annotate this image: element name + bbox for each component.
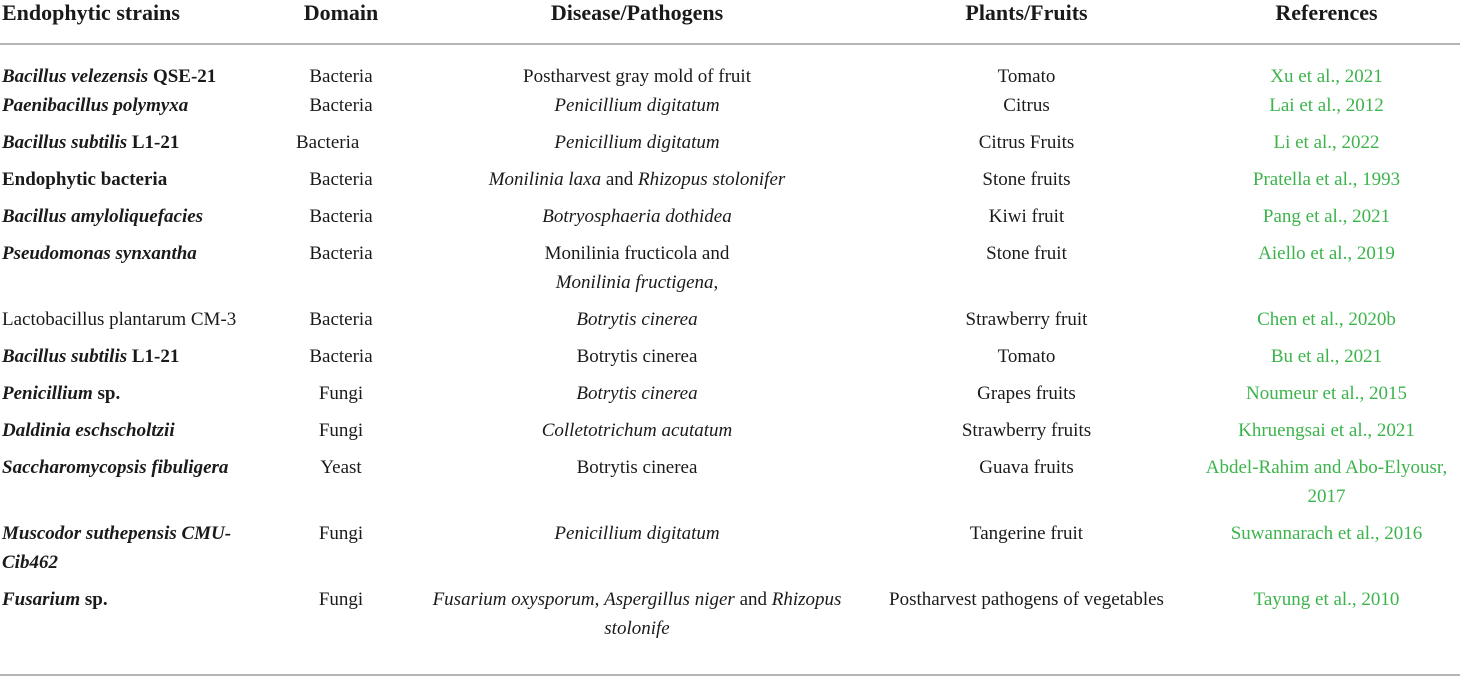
table-row [0, 453, 1460, 519]
cell-plant-fruit: Stone fruits [982, 169, 1071, 190]
cell-endophytic-strain [0, 379, 268, 416]
cell-disease-pathogen [414, 128, 860, 165]
cell-domain: Bacteria [309, 169, 373, 190]
cell-plant-fruit: Citrus [1003, 95, 1050, 116]
cell-plant-fruit: Tomato [997, 66, 1056, 87]
cell-endophytic-strain [0, 342, 268, 379]
reference-link[interactable]: Bu et al., 2021 [1270, 346, 1383, 367]
cell-disease-pathogen [414, 44, 860, 91]
cell-disease-pathogen-text: Penicillium digitatum [554, 132, 720, 153]
cell-plant-fruit: Citrus Fruits [978, 132, 1075, 153]
cell-endophytic-strain [0, 44, 268, 91]
cell-disease-pathogen-text: Colletotrichum acutatum [541, 420, 733, 441]
table-row [0, 44, 1460, 91]
table-row [0, 585, 1460, 651]
cell-disease-pathogen-text: and [734, 589, 772, 610]
cell-endophytic-strain-text: L1-21 [127, 346, 180, 367]
table-row [0, 165, 1460, 202]
header-endophytic-strains: Endophytic strains [2, 0, 180, 25]
cell-endophytic-strain-text: Muscodor suthepensis CMU-Cib462 [2, 523, 232, 573]
reference-link[interactable]: Aiello et al., 2019 [1258, 243, 1395, 264]
cell-disease-pathogen [414, 165, 860, 202]
reference-link[interactable]: Noumeur et al., 2015 [1246, 383, 1407, 404]
cell-disease-pathogen-text: , [713, 272, 719, 293]
cell-endophytic-strain-text: QSE-21 [148, 66, 217, 87]
cell-disease-pathogen-text: Botrytis cinerea [576, 457, 698, 478]
cell-disease-pathogen-text: Monilinia fructigena [555, 272, 714, 293]
cell-plant-fruit: Strawberry fruits [961, 420, 1092, 441]
table-row [0, 202, 1460, 239]
cell-endophytic-strain-text: Bacillus amyloliquefacies [2, 206, 204, 227]
cell-plant-fruit: Guava fruits [979, 457, 1074, 478]
cell-endophytic-strain-text: Bacillus subtilis [2, 132, 128, 153]
table-header-row [0, 0, 1460, 44]
cell-endophytic-strain [0, 165, 268, 202]
header-disease-pathogens: Disease/Pathogens [550, 0, 724, 25]
table-row [0, 91, 1460, 128]
reference-link[interactable]: Li et al., 2022 [1273, 132, 1380, 153]
cell-endophytic-strain-text: Bacillus velezensis [2, 66, 149, 87]
table-row [0, 379, 1460, 416]
cell-disease-pathogen [414, 453, 860, 519]
cell-domain: Bacteria [309, 95, 373, 116]
table-row [0, 239, 1460, 305]
cell-endophytic-strain [0, 453, 268, 519]
cell-domain: Fungi [318, 420, 364, 441]
header-plants-fruits: Plants/Fruits [965, 0, 1088, 25]
cell-disease-pathogen [414, 379, 860, 416]
cell-endophytic-strain [0, 305, 268, 342]
cell-disease-pathogen-text: Rhizopus stolonife [604, 589, 842, 639]
cell-domain: Yeast [320, 457, 362, 478]
cell-domain: Fungi [318, 589, 364, 610]
cell-disease-pathogen-text: Penicillium digitatum [554, 523, 720, 544]
cell-disease-pathogen-text: Botrytis cinerea [576, 346, 698, 367]
cell-plant-fruit: Postharvest pathogens of vegetables [889, 589, 1164, 610]
table-row [0, 416, 1460, 453]
cell-endophytic-strain-text: sp. [92, 383, 121, 404]
cell-disease-pathogen [414, 202, 860, 239]
cell-endophytic-strain-text: L1-21 [127, 132, 180, 153]
header-domain: Domain [303, 0, 379, 25]
table-row [0, 519, 1460, 585]
cell-domain: Bacteria [309, 243, 373, 264]
cell-disease-pathogen [414, 305, 860, 342]
cell-endophytic-strain [0, 128, 268, 165]
table-row [0, 128, 1460, 165]
cell-disease-pathogen-text: Monilinia fructicola and [544, 243, 730, 264]
reference-link[interactable]: Khruengsai et al., 2021 [1238, 420, 1415, 441]
cell-endophytic-strain [0, 239, 268, 305]
table-row [0, 342, 1460, 379]
cell-disease-pathogen-text: Postharvest gray mold of fruit [523, 66, 751, 87]
cell-plant-fruit: Kiwi fruit [988, 206, 1065, 227]
cell-endophytic-strain [0, 416, 268, 453]
cell-disease-pathogen-text: Fusarium oxysporum [432, 589, 595, 610]
cell-domain: Bacteria [309, 206, 373, 227]
cell-endophytic-strain-text: Saccharomycopsis fibuligera [2, 457, 229, 478]
cell-endophytic-strain-text: Endophytic bacteria [2, 169, 168, 190]
cell-endophytic-strain-text: Paenibacillus polymyxa [2, 95, 189, 116]
cell-disease-pathogen-text: Botryosphaeria dothidea [542, 206, 732, 227]
cell-disease-pathogen [414, 239, 860, 305]
cell-disease-pathogen-text: Rhizopus stolonifer [638, 169, 786, 190]
reference-link[interactable]: Pang et al., 2021 [1262, 206, 1391, 227]
cell-endophytic-strain [0, 91, 268, 128]
cell-disease-pathogen-text: and [601, 169, 639, 190]
cell-endophytic-strain-text: Lactobacillus plantarum CM-3 [2, 309, 237, 330]
cell-endophytic-strain-text: Fusarium [2, 589, 81, 610]
table-body [0, 44, 1460, 651]
reference-link[interactable]: Chen et al., 2020b [1257, 309, 1396, 330]
cell-plant-fruit: Strawberry fruit [965, 309, 1088, 330]
cell-plant-fruit: Tangerine fruit [969, 523, 1084, 544]
cell-endophytic-strain-text: sp. [80, 589, 108, 610]
reference-link[interactable]: Abdel-Rahim and Abo-Elyousr, 2017 [1205, 457, 1448, 507]
cell-domain: Fungi [318, 383, 364, 404]
cell-domain: Fungi [318, 523, 364, 544]
reference-link[interactable]: Lai et al., 2012 [1269, 95, 1384, 116]
cell-endophytic-strain-text: Bacillus subtilis [2, 346, 128, 367]
reference-link[interactable]: Suwannarach et al., 2016 [1230, 523, 1423, 544]
cell-domain: Bacteria [309, 309, 373, 330]
cell-disease-pathogen-text: Botrytis cinerea [576, 383, 698, 404]
cell-disease-pathogen [414, 416, 860, 453]
cell-plant-fruit: Grapes fruits [977, 383, 1076, 404]
cell-disease-pathogen [414, 585, 860, 651]
table-row [0, 305, 1460, 342]
cell-domain: Bacteria [309, 66, 373, 87]
cell-disease-pathogen-text: , [594, 589, 605, 610]
reference-link[interactable]: Xu et al., 2021 [1270, 66, 1383, 87]
cell-endophytic-strain [0, 519, 268, 585]
cell-endophytic-strain [0, 585, 268, 651]
cell-disease-pathogen [414, 519, 860, 585]
cell-endophytic-strain-text: Pseudomonas synxantha [2, 243, 197, 264]
cell-endophytic-strain-text: Penicillium [2, 383, 93, 404]
cell-disease-pathogen [414, 91, 860, 128]
cell-disease-pathogen-text: Penicillium digitatum [554, 95, 720, 116]
cell-domain: Bacteria [296, 132, 360, 153]
cell-disease-pathogen-text: Botrytis cinerea [576, 309, 698, 330]
cell-plant-fruit: Stone fruit [986, 243, 1067, 264]
cell-disease-pathogen-text: Monilinia laxa [488, 169, 602, 190]
cell-domain: Bacteria [309, 346, 373, 367]
header-references: References [1275, 0, 1378, 25]
cell-disease-pathogen-text: Aspergillus niger [604, 589, 735, 610]
cell-disease-pathogen [414, 342, 860, 379]
reference-link[interactable]: Pratella et al., 1993 [1252, 169, 1401, 190]
cell-plant-fruit: Tomato [997, 346, 1056, 367]
reference-link[interactable]: Tayung et al., 2010 [1253, 589, 1400, 610]
cell-endophytic-strain [0, 202, 268, 239]
cell-endophytic-strain-text: Daldinia eschscholtzii [2, 420, 175, 441]
